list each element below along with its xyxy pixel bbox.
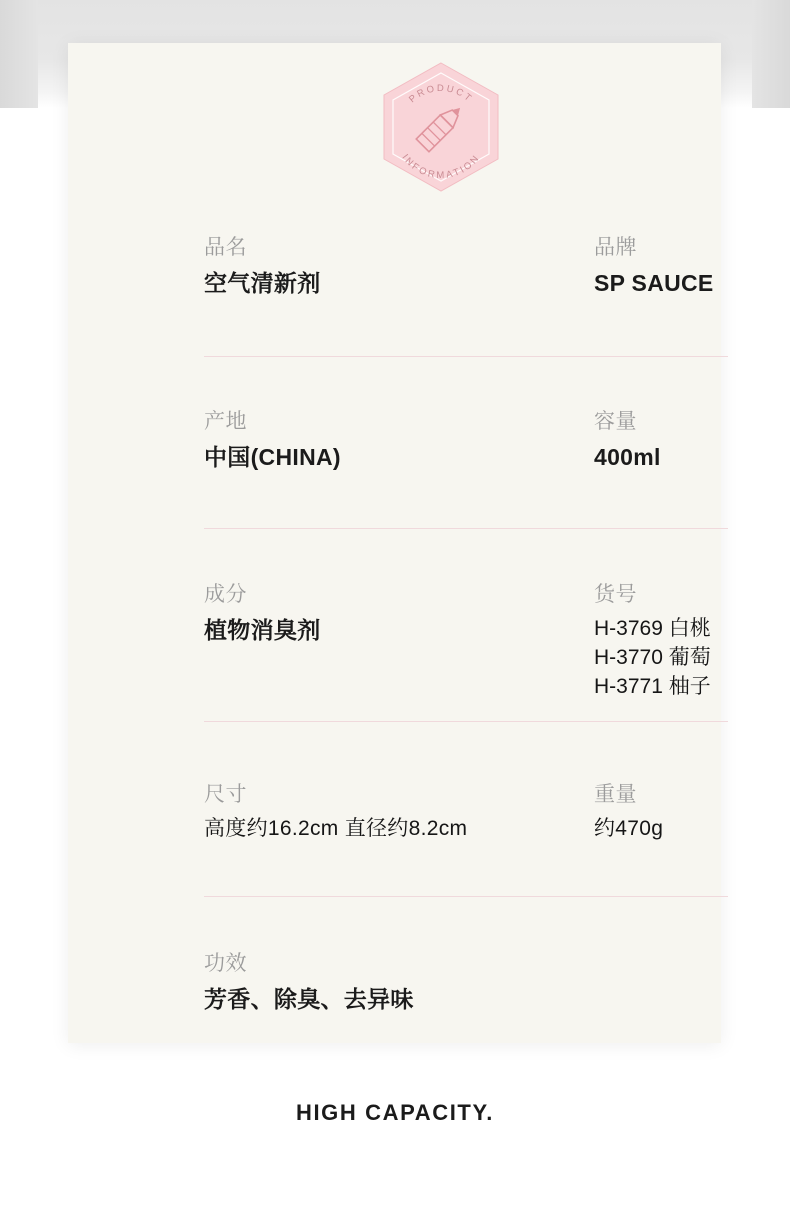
list-item: H-3771 柚子 [594,675,711,698]
row-divider [204,356,728,357]
field-value-weight: 约470g [594,817,664,840]
field-label-size: 尺寸 [204,783,247,806]
list-item: H-3770 葡萄 [594,646,711,669]
field-value-origin: 中国(CHINA) [204,444,341,470]
badge-top-text: PRODUCT [407,82,475,106]
badge-bottom-text: INFORMATION [399,152,483,182]
table-row [204,780,728,915]
field-label-sku: 货号 [594,583,637,606]
table-row [204,233,728,375]
spec-table [204,233,728,1034]
field-value-brand: SP SAUCE [594,270,714,296]
field-label-weight: 重量 [594,783,637,806]
field-value-ingredient: 植物消臭剂 [204,617,321,643]
field-value-effect: 芳香、除臭、去异味 [204,986,414,1012]
row-divider [204,721,728,722]
field-label-brand: 品牌 [594,236,637,259]
field-label-effect: 功效 [204,952,247,975]
field-label-product-name: 品名 [204,236,247,259]
sku-list [594,614,728,701]
field-label-origin: 产地 [204,410,247,433]
field-value-capacity: 400ml [594,444,661,470]
product-information-badge [374,55,508,207]
table-row [204,580,728,740]
row-divider [204,896,728,897]
field-label-ingredient: 成分 [204,583,247,606]
field-value-product-name: 空气清新剂 [204,270,321,296]
row-divider [204,528,728,529]
footer-caption: HIGH CAPACITY. [295,1100,494,1125]
field-value-size: 高度约16.2cm 直径约8.2cm [204,817,468,840]
table-row [204,949,728,1034]
field-label-capacity: 容量 [594,410,637,433]
product-information-card [68,43,721,1043]
table-row [204,407,728,547]
list-item: H-3769 白桃 [594,617,711,640]
